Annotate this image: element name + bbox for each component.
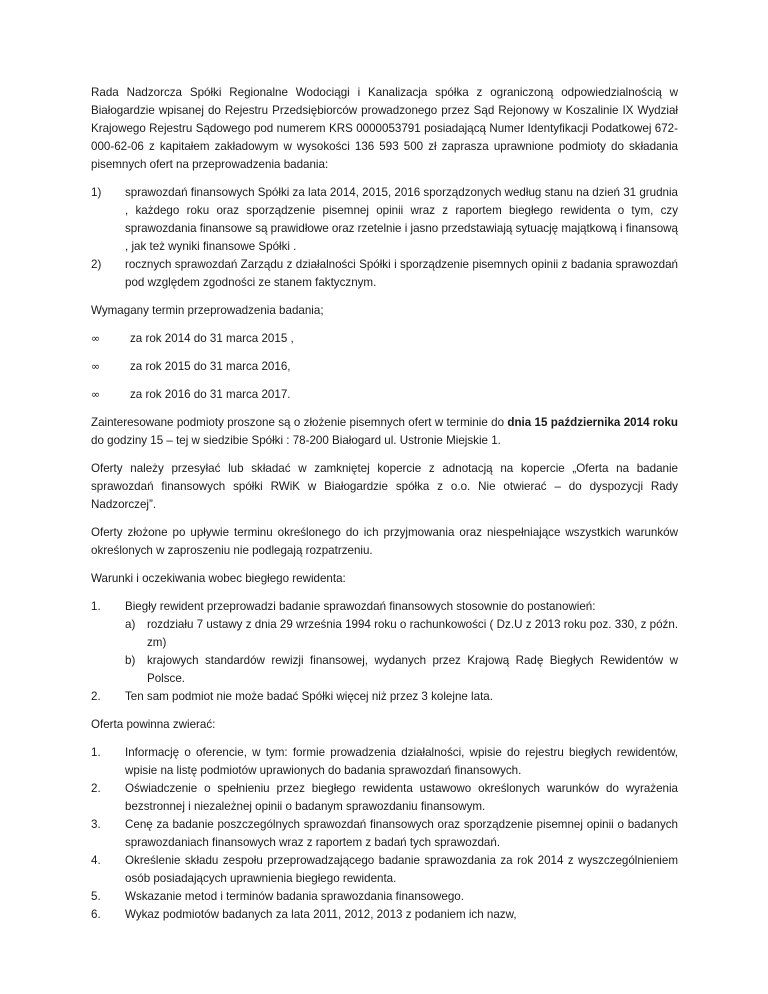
submission-text: Zainteresowane podmioty proszone są o złożenie pisemnych ofert w terminie do [91, 416, 508, 429]
list-text: za rok 2016 do 31 marca 2017. [130, 388, 291, 401]
list-item [91, 888, 678, 906]
intro-paragraph: Rada Nadzorcza Spółki Regionalne Wodociągi i Kanalizacja spółka z ograniczoną odpowiedzialnością w Białogardzie wpisanej do Rejestru Przedsiębiorców prowadzonego przez Sąd Rejonowy w Koszalinie IX Wydział Krajowego Rejestru Sądowego pod numerem KRS 0000053791 posiadającą Numer Identyfikacji Podatkowej 672-000-62-06 z kapitałem zakładowym w wysokości 136 593 500 zł zaprasza uprawnione podmioty do składania pisemnych ofert na przeprowadzenia badania: [91, 86, 678, 171]
list-item [91, 688, 678, 706]
infinity-bullet-icon: ∞ [91, 332, 101, 345]
list-text: za rok 2014 do 31 marca 2015 , [130, 332, 294, 345]
list-item [91, 184, 678, 256]
list-item [91, 256, 678, 292]
list-number: 1) [91, 186, 102, 199]
list-item [91, 330, 678, 348]
list-text: rocznych sprawozdań Zarządu z działalności Spółki i sporządzenie pisemnych opinii z badania sprawozdań pod względem zgodności ze stanem faktycznym. [125, 258, 678, 289]
list-item [91, 906, 678, 924]
sub-list-text: krajowych standardów rewizji finansowej, wydanych przez Krajową Radę Biegłych Rewidentów w Polsce. [147, 654, 678, 685]
sub-list-text: rozdziału 7 ustawy z dnia 29 września 1994 roku o rachunkowości ( Dz.U z 2013 roku poz. 330, z późn. zm) [147, 618, 678, 649]
list-number: 1. [91, 746, 101, 759]
list-number: 2. [91, 782, 101, 795]
list-item [91, 744, 678, 780]
deadline-list [91, 330, 678, 404]
conditions-list [91, 598, 678, 706]
list-number: 6. [91, 908, 101, 921]
list-item [91, 816, 678, 852]
list-text: Informację o oferencie, w tym: formie prowadzenia działalności, wpisie do rejestru biegłych rewidentów, wpisie na listę podmiotów uprawionych do badania sprawozdań finansowych. [125, 746, 678, 777]
deadline-heading: Wymagany termin przeprowadzenia badania; [91, 304, 324, 317]
list-item [91, 780, 678, 816]
list-text: za rok 2015 do 31 marca 2016, [130, 360, 291, 373]
list-text: Wykaz podmiotów badanych za lata 2011, 2012, 2013 z podaniem ich nazw, [125, 908, 517, 921]
list-text: Oświadczenie o spełnieniu przez biegłego rewidenta ustawowo określonych warunków do wyrażenia bezstronnej i niezależnej opinii o badanym sprawozdaniu finansowym. [125, 782, 678, 813]
sub-list-letter: a) [125, 618, 136, 631]
sub-list-letter: b) [125, 654, 136, 667]
list-text: Biegły rewident przeprowadzi badanie sprawozdań finansowych stosownie do postanowień: [125, 600, 596, 613]
conditions-sublist [125, 616, 678, 688]
list-number: 2) [91, 258, 102, 271]
list-number: 2. [91, 690, 101, 703]
submission-deadline: dnia 15 października 2014 roku [507, 416, 678, 429]
submission-location: do godziny 15 – tej w siedzibie Spółki : 78-200 Białogard ul. Ustronie Miejskie 1. [91, 434, 501, 447]
list-item [91, 598, 678, 688]
list-item [91, 358, 678, 376]
list-text: Ten sam podmiot nie może badać Spółki więcej niż przez 3 kolejne lata. [125, 690, 493, 703]
list-number: 5. [91, 890, 101, 903]
list-text: Określenie składu zespołu przeprowadzającego badanie sprawozdania za rok 2014 z wyszczególnieniem osób posiadających uprawnienia biegłego rewidenta. [125, 854, 678, 885]
late-offers-paragraph: Oferty złożone po upływie terminu określonego do ich przyjmowania oraz niespełniające wszystkich warunków określonych w zaproszeniu nie podlegają rozpatrzeniu. [91, 526, 678, 557]
offer-heading: Oferta powinna zwierać: [91, 718, 216, 731]
infinity-bullet-icon: ∞ [91, 360, 101, 373]
conditions-heading: Warunki i oczekiwania wobec biegłego rewidenta: [91, 572, 346, 585]
sub-list-item [125, 652, 678, 688]
envelope-paragraph: Oferty należy przesyłać lub składać w zamkniętej kopercie z adnotacją na kopercie „Oferta na badanie sprawozdań finansowych spółki RWiK w Białogardzie spółka z o.o. Nie otwierać – do dyspozycji Rady Nadzorczej”. [91, 462, 678, 511]
list-number: 4. [91, 854, 101, 867]
submission-paragraph [91, 414, 678, 450]
list-number: 3. [91, 818, 101, 831]
list-item [91, 386, 678, 404]
list-text: sprawozdań finansowych Spółki za lata 2014, 2015, 2016 sporządzonych według stanu na dzień 31 grudnia , każdego roku oraz sporządzenie pisemnej opinii wraz z raportem biegłego rewidenta o tym, czy sprawozdania finansowe są prawidłowe oraz rzetelnie i jasno przedstawiają sytuację majątkową i finansową , jak też wyniki finansowe Spółki . [125, 186, 679, 253]
infinity-bullet-icon: ∞ [91, 388, 101, 401]
list-text: Wskazanie metod i terminów badania sprawozdania finansowego. [125, 890, 464, 903]
list-text: Cenę za badanie poszczególnych sprawozdań finansowych oraz sporządzenie pisemnej opinii o badanych sprawozdaniach finansowych wraz z raportem z badań tych sprawozdań. [125, 818, 678, 849]
list-item [91, 852, 678, 888]
list-number: 1. [91, 600, 101, 613]
scope-list [91, 184, 678, 292]
sub-list-item [125, 616, 678, 652]
offer-list [91, 744, 678, 924]
